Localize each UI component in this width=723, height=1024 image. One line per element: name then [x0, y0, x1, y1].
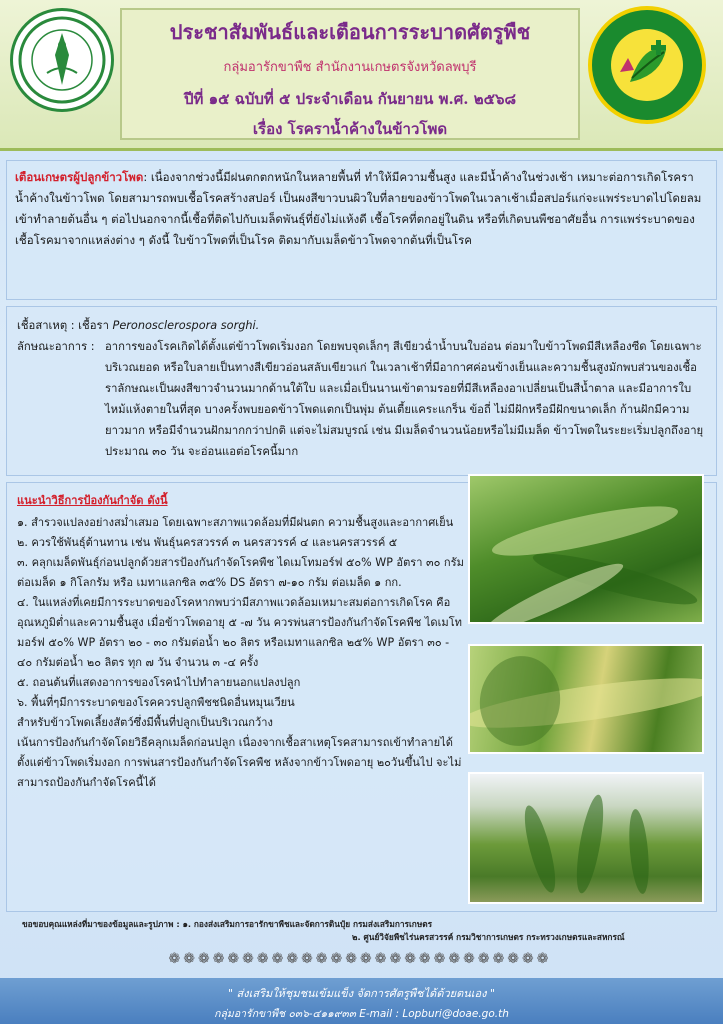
management-heading: แนะนำวิธีการป้องกันกำจัด ดังนี้	[17, 494, 168, 507]
symptoms-text: อาการของโรคเกิดได้ตั้งแต่ข้าวโพดเริ่มงอก โดยพบจุดเล็กๆ สีเขียวฉ่ำน้ำบนใบอ่อน ต่อมาใบข้าวโพดมีสีเหลืองซีด โดยเฉพาะบริเวณยอด หรือใบลายเป็นทางสีเขียวอ่อนสลับเขียวแก่ ในเวลาเช้าที่มีอากาศค่อนข้างเย็นและความชื้นสูงมักพบส่วนของเชื้อราลักษณะเป็นผงสีขาวจำนวนมากด้านใต้ใบ และเมื่อเป็นนานเข้าตามรอยที่มีสีเหลืองอาเปลี่ยนเป็นสีน้ำตาล และมีอาการใบไหม้แห้งตายในที่สุด บางครั้งพบยอดข้าวโพดแตกเป็นพุ่ม ต้นเตี้ยแคระแกร็น ข้อถี่ ไม่มีฝักหรือมีฝักขนาดเล็ก ก้านฝักมีความยาวมาก หรือมีจำนวนฝักมากกว่าปกติ แต่จะไม่สมบูรณ์ เช่น มีเมล็ดจำนวนน้อยหรือไม่มีเมล็ด ข้าวโพดในระยะเริ่มปลูกถึงอายุประมาณ ๓๐ วัน จะอ่อนแอต่อโรคนี้มาก	[105, 340, 704, 458]
department-seal-icon	[10, 8, 114, 112]
acknowledgement-line-1: ขอขอบคุณแหล่งที่มาของข้อมูลและรูปภาพ : ๑. กองส่งเสริมการอารักขาพืชและจัดการดินปุ๋ย กรมส่งเสริมการเกษตร	[22, 919, 433, 929]
management-item: สำหรับข้าวโพดเลี้ยงสัตว์ซึ่งมีพื้นที่ปลูกเป็นบริเวณกว้าง	[17, 716, 273, 729]
acknowledgement-line-2: ๒. ศูนย์วิจัยพืชไร่นครสวรรค์ กรมวิชาการเกษตร กระทรวงเกษตรและสหกรณ์	[352, 932, 625, 942]
management-item: เน้นการป้องกันกำจัดโดยวิธีคลุกเมล็ดก่อนปลูก เนื่องจากเชื้อสาเหตุโรคสามารถเข้าทำลายได้ตั้งแต่ข้าวโพดเริ่มงอก การพ่นสารป้องกันกำจัดโรคพืช หลังจากข้าวโพดอายุ ๒๐วันขึ้นไป จะไม่สามารถป้องกันกำจัดโรคนี้ได้	[17, 736, 462, 789]
symptoms-row	[17, 336, 706, 462]
cause-label: เชื้อสาเหตุ : เชื้อรา	[17, 319, 109, 332]
footer	[0, 978, 723, 1024]
title-box	[120, 8, 580, 140]
management-item: ๕. ถอนต้นที่แสดงอาการของโรคนำไปทำลายนอกแปลงปลูก	[17, 676, 301, 689]
acknowledgement	[22, 918, 702, 944]
infected-corn-leaves-photo	[468, 474, 704, 624]
management-item: ๖. พื้นที่ๆมีการระบาดของโรคควรปลูกพืชชนิดอื่นหมุนเวียน	[17, 696, 295, 709]
infected-corn-field-photo	[468, 772, 704, 904]
management-item: ๓. คลุกเมล็ดพันธุ์ก่อนปลูกด้วยสารป้องกันกำจัดโรคพืช ไดเมโทมอร์ฟ ๕๐% WP อัตรา ๓๐ กรัม ต่อเมล็ด ๑ กิโลกรัม หรือ เมทาแลกซิล ๓๕% DS อัตรา ๗-๑๐ กรัม ต่อเมล็ด ๑ กก.	[17, 556, 464, 589]
striped-corn-leaf-closeup-photo	[468, 644, 704, 754]
management-list	[17, 513, 465, 793]
symptoms-label: ลักษณะอาการ :	[17, 340, 95, 353]
management-item: ๑. สำรวจแปลงอย่างสม่ำเสมอ โดยเฉพาะสภาพแวดล้อมที่มีฝนตก ความชื้นสูงและอากาศเย็น	[17, 516, 454, 529]
management-item: ๔. ในแหล่งที่เคยมีการระบาดของโรคหากพบว่ามีสภาพแวดล้อมเหมาะสมต่อการเกิดโรค คือ อุณหภูมิต่ำและความชื้นสูง เมื่อข้าวโพดอายุ ๕ -๗ วัน ควรพ่นสารป้องกันกำจัดโรคพืช ไดเมโทมอร์ฟ ๕๐% WP อัตรา ๒๐ - ๓๐ กรัมต่อน้ำ ๒๐ ลิตร หรือเมทาแลกซิล ๒๕% WP อัตรา ๓๐ - ๔๐ กรัมต่อน้ำ ๒๐ ลิตร ทุก ๗ วัน จำนวน ๓ -๔ ครั้ง	[17, 596, 462, 669]
cause-symptoms-panel	[6, 306, 717, 476]
footer-slogan: " ส่งเสริมให้ชุมชนเข้มแข็ง จัดการศัตรูพืชได้ด้วยตนเอง "	[227, 987, 496, 1000]
pathogen-name: Peronosclerospora sorghi.	[112, 319, 260, 332]
warning-panel	[6, 160, 717, 300]
warning-label: เตือนเกษตรผู้ปลูกข้าวโพด	[15, 170, 144, 184]
cause-line	[17, 315, 706, 336]
crop-protection-logo-icon	[588, 6, 706, 124]
footer-contact: กลุ่มอารักขาพืช ๐๓๖-๔๑๑๙๓๓ E-mail : Lopburi@doae.go.th	[214, 1008, 509, 1020]
issue-info: ปีที่ ๑๕ ฉบับที่ ๕ ประจำเดือน กันยายน พ.ศ. ๒๕๖๘	[183, 90, 517, 108]
management-item: ๒. ควรใช้พันธุ์ต้านทาน เช่น พันธุ์นครสวรรค์ ๓ นครสวรรค์ ๔ และนครสวรรค์ ๕	[17, 536, 398, 549]
newsletter-header	[0, 0, 723, 151]
decorative-divider: ❁❁❁❁❁❁❁❁❁❁❁❁❁❁❁❁❁❁❁❁❁❁❁❁❁❁	[168, 951, 552, 967]
warning-text: : เนื่องจากช่วงนี้มีฝนตกตกหนักในหลายพื้นที่ ทำให้มีความชื้นสูง และมีน้ำค้างในช่วงเช้า เหมาะต่อการเกิดโรคราน้ำค้างในข้าวโพด โดยสามารถพบเชื้อโรคสร้างสปอร์ เป็นผงสีขาวบนผิวใบที่ลายของข้าวโพดในเวลาเช้าเมื่อสปอร์แก่จะแพร่ระบาดไปโดยลมเข้าทำลายต้นอื่น ๆ ต่อไปนอกจากนี้เชื้อที่ติดไปกับเมล็ดพันธุ์ที่ยังไม่แห้งดี เชื้อโรคที่ตกอยู่ในดิน หรือที่เกิดบนพืชอาศัยอื่น การแพร่ระบาดของเชื้อโรคมาจากแหล่งต่าง ๆ ดังนี้ ใบข้าวโพดที่เป็นโรค ติดมากับเมล็ดข้าวโพดจากต้นที่เป็นโรค	[15, 170, 702, 247]
newsletter-title: ประชาสัมพันธ์และเตือนการระบาดศัตรูพืช	[169, 20, 531, 44]
subject-line: เรื่อง โรคราน้ำค้างในข้าวโพด	[252, 120, 448, 138]
agency-name: กลุ่มอารักขาพืช สำนักงานเกษตรจังหวัดลพบุรี	[223, 60, 477, 75]
